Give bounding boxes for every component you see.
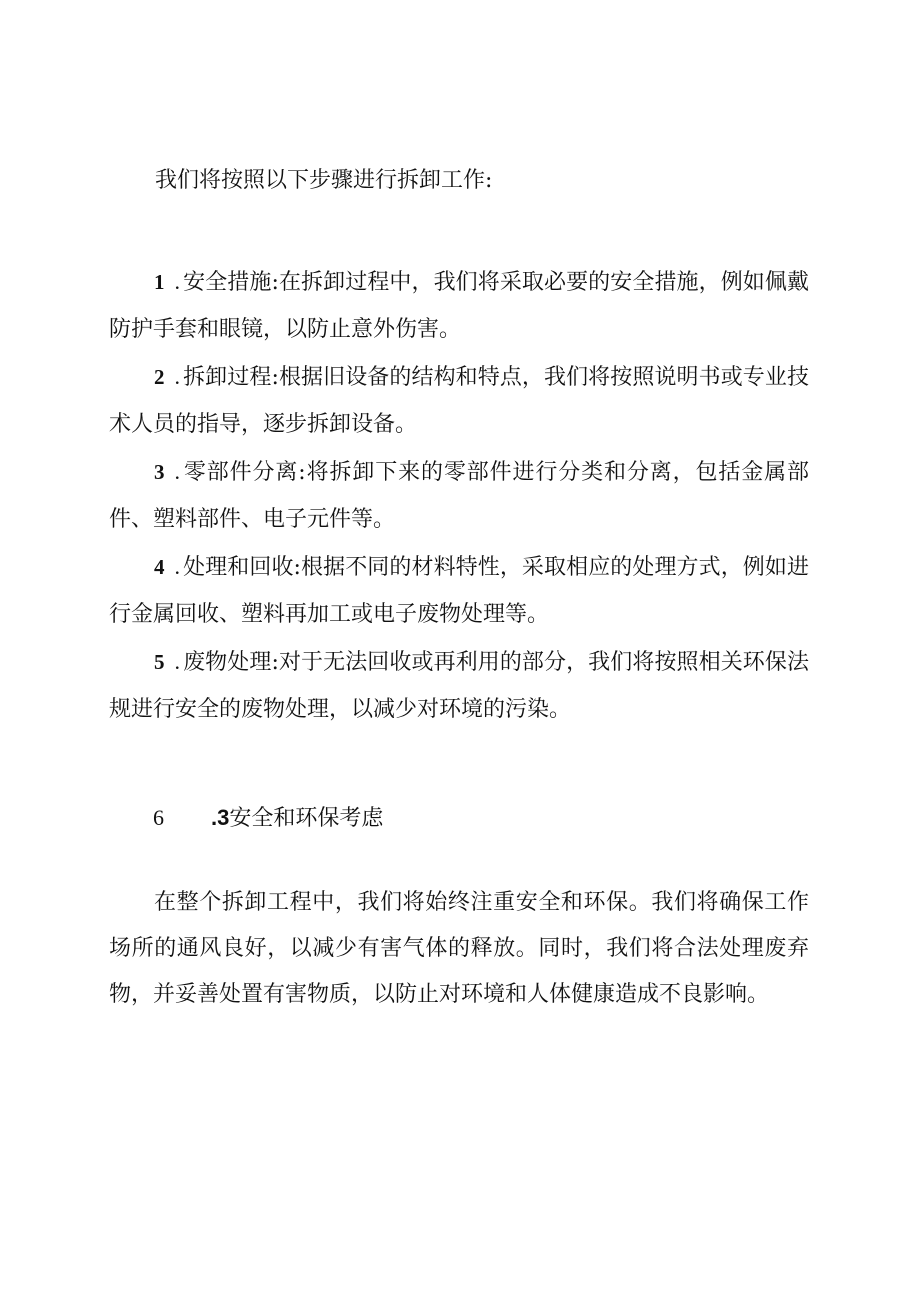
step-dot: . — [174, 554, 180, 579]
section-heading — [153, 800, 383, 836]
step-title: 废物处理: — [183, 650, 279, 675]
step-text: 根据旧设备的结构和特点，我们将按照说明书或专业技术人员的指导，逐步拆卸设备。 — [109, 365, 809, 437]
section-number: 6 — [153, 805, 164, 830]
list-item — [109, 448, 809, 543]
step-title: 拆卸过程: — [183, 365, 279, 390]
intro-text: 我们将按照以下步骤进行拆卸工作: — [155, 168, 493, 193]
body-paragraph: 在整个拆卸工程中，我们将始终注重安全和环保。我们将确保工作场所的通风良好，以减少有害气体的释放。同时，我们将合法处理废弃物，并妥善处置有害物质，以防止对环境和人体健康造成不良影响。 — [109, 890, 809, 1007]
section-title: 安全和环保考虑 — [229, 805, 384, 830]
list-item — [109, 353, 809, 448]
step-dot: . — [174, 364, 180, 389]
step-number: 1 — [154, 270, 165, 294]
list-item — [109, 543, 809, 638]
section-subnumber: .3 — [211, 805, 230, 830]
step-dot: . — [174, 269, 180, 294]
list-item — [109, 638, 809, 733]
step-number: 4 — [154, 555, 165, 579]
step-number: 3 — [154, 460, 165, 484]
list-item — [109, 258, 809, 353]
step-dot: . — [174, 649, 180, 674]
step-text: 在拆卸过程中，我们将采取必要的安全措施，例如佩戴防护手套和眼镜，以防止意外伤害。 — [109, 270, 809, 342]
steps-list — [109, 258, 809, 733]
step-number: 5 — [154, 650, 165, 674]
step-title: 零部件分离: — [183, 460, 306, 485]
step-text: 对于无法回收或再利用的部分，我们将按照相关环保法规进行安全的废物处理，以减少对环境的污染。 — [109, 650, 809, 722]
step-text: 根据不同的材料特性，采取相应的处理方式，例如进行金属回收、塑料再加工或电子废物处理等。 — [109, 555, 809, 627]
step-number: 2 — [154, 365, 165, 389]
step-title: 处理和回收: — [183, 555, 301, 580]
step-text: 将拆卸下来的零部件进行分类和分离，包括金属部件、塑料部件、电子元件等。 — [109, 460, 809, 532]
step-dot: . — [174, 459, 180, 484]
step-title: 安全措施: — [183, 270, 279, 295]
